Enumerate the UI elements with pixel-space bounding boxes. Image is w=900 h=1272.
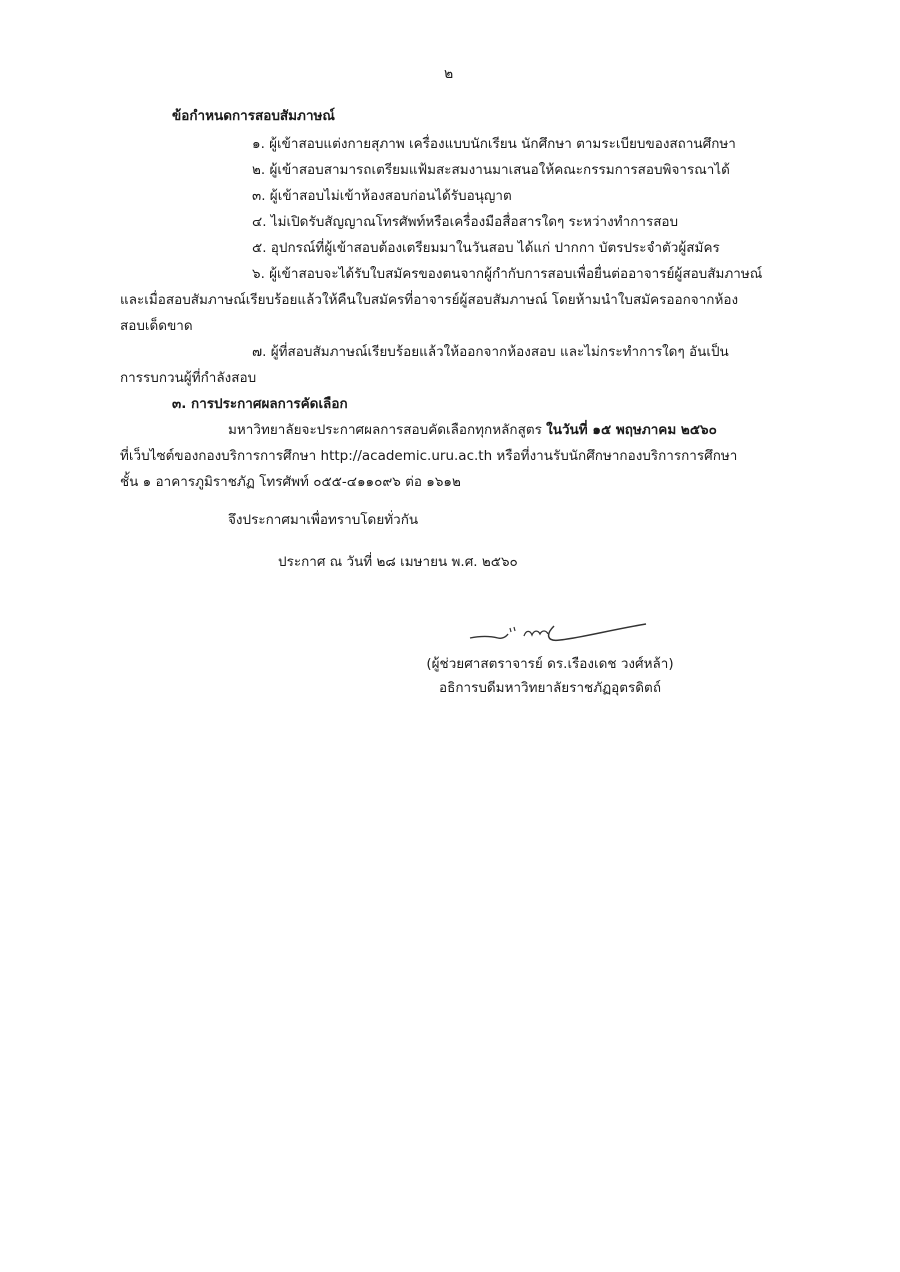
signature-image [450, 620, 650, 652]
signature-block [380, 620, 720, 700]
announcement-date: ประกาศ ณ วันที่ ๒๘ เมษายน พ.ศ. ๒๕๖๐ [278, 554, 518, 570]
rule-item-4: ๔. ไม่เปิดรับสัญญาณโทรศัพท์หรือเครื่องมือสื่อสารใดๆ ระหว่างทำการสอบ [252, 214, 679, 230]
rule-item-6: ๖. ผู้เข้าสอบจะได้รับใบสมัครของตนจากผู้กำกับการสอบเพื่อยื่นต่ออาจารย์ผู้สอบสัมภาษณ์ [252, 266, 763, 282]
results-line-2: ที่เว็บไซต์ของกองบริการการศึกษา http://academic.uru.ac.th หรือที่งานรับนักศึกษากองบริการการศึกษา [120, 448, 738, 464]
rule-item-1: ๑. ผู้เข้าสอบแต่งกายสุภาพ เครื่องแบบนักเรียน นักศึกษา ตามระเบียบของสถานศึกษา [252, 136, 736, 152]
rule-item-6-continuation-end: สอบเด็ดขาด [120, 318, 193, 334]
rule-item-7: ๗. ผู้ที่สอบสัมภาษณ์เรียบร้อยแล้วให้ออกจากห้องสอบ และไม่กระทำการใดๆ อันเป็น [252, 344, 729, 360]
closing-statement: จึงประกาศมาเพื่อทราบโดยทั่วกัน [228, 512, 419, 528]
signatory-name: (ผู้ช่วยศาสตราจารย์ ดร.เรืองเดช วงศ์หล้า) [426, 656, 674, 672]
results-line-3: ชั้น ๑ อาคารภูมิราชภัฏ โทรศัพท์ ๐๕๕-๔๑๑๐๙๖ ต่อ ๑๖๑๒ [120, 474, 461, 490]
results-line-1 [228, 420, 717, 440]
rule-item-6-continuation: และเมื่อสอบสัมภาษณ์เรียบร้อยแล้วให้คืนใบสมัครที่อาจารย์ผู้สอบสัมภาษณ์ โดยห้ามนำใบสมัครออกจากห้อง [120, 292, 739, 308]
rule-item-7-continuation: การรบกวนผู้ที่กำลังสอบ [120, 370, 257, 386]
rule-item-3: ๓. ผู้เข้าสอบไม่เข้าห้องสอบก่อนได้รับอนุญาต [252, 188, 512, 204]
rule-item-5: ๕. อุปกรณ์ที่ผู้เข้าสอบต้องเตรียมมาในวันสอบ ได้แก่ ปากกา บัตรประจำตัวผู้สมัคร [252, 240, 720, 256]
results-line-1-text: มหาวิทยาลัยจะประกาศผลการสอบคัดเลือกทุกหลักสูตร [228, 422, 547, 438]
page-number: ๒ [444, 66, 454, 82]
signatory-position: อธิการบดีมหาวิทยาลัยราชภัฏอุตรดิตถ์ [438, 680, 661, 696]
results-date: ในวันที่ ๑๕ พฤษภาคม ๒๕๖๐ [546, 422, 717, 438]
interview-rules-heading: ข้อกำหนดการสอบสัมภาษณ์ [172, 108, 335, 124]
results-heading: ๓. การประกาศผลการคัดเลือก [172, 396, 348, 412]
rule-item-2: ๒. ผู้เข้าสอบสามารถเตรียมแฟ้มสะสมงานมาเสนอให้คณะกรรมการสอบพิจารณาได้ [252, 162, 730, 178]
